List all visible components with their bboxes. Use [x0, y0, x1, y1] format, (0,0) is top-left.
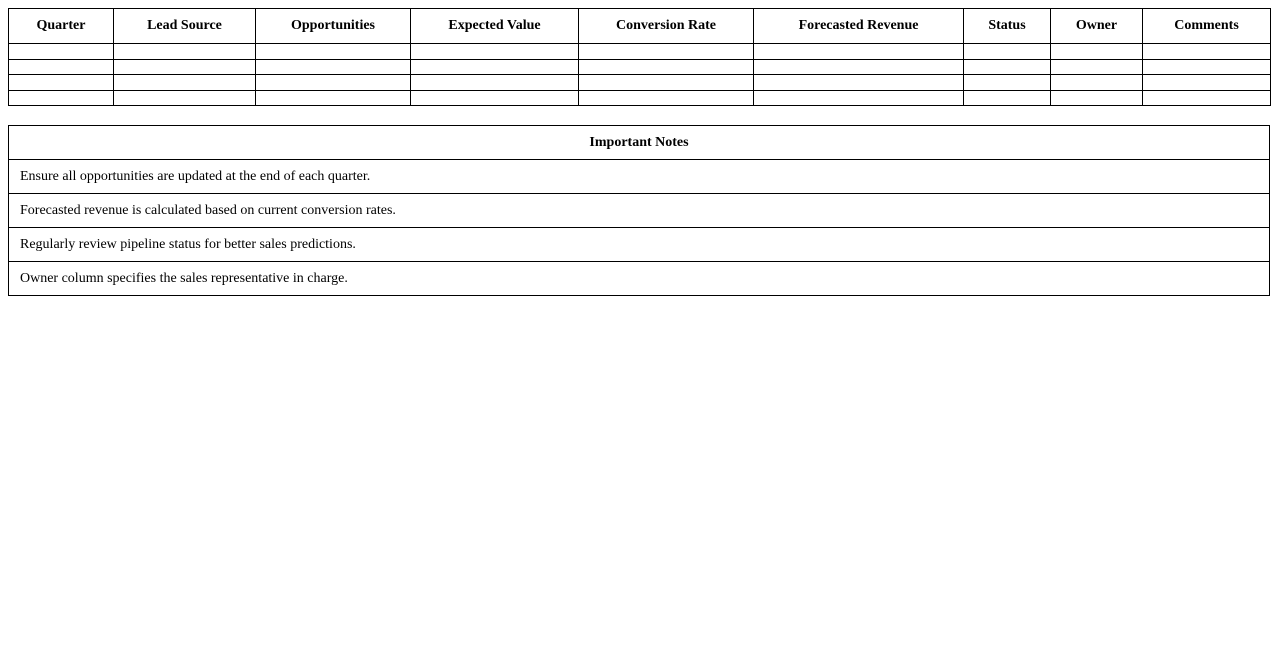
- column-header-comments: Comments: [1143, 9, 1271, 44]
- column-header-owner: Owner: [1051, 9, 1143, 44]
- column-header-quarter: Quarter: [9, 9, 114, 44]
- pipeline-cell: [964, 90, 1051, 106]
- pipeline-cell: [1051, 44, 1143, 60]
- note-item: Owner column specifies the sales representative in charge.: [9, 262, 1270, 296]
- pipeline-cell: [579, 90, 754, 106]
- pipeline-cell: [754, 90, 964, 106]
- pipeline-cell: [114, 75, 256, 91]
- pipeline-cell: [411, 90, 579, 106]
- pipeline-row: [9, 44, 1271, 60]
- pipeline-cell: [754, 59, 964, 75]
- pipeline-cell: [754, 44, 964, 60]
- pipeline-cell: [114, 90, 256, 106]
- note-row: [9, 194, 1270, 228]
- important-notes-table: [8, 125, 1270, 296]
- pipeline-cell: [1143, 75, 1271, 91]
- column-header-conversion-rate: Conversion Rate: [579, 9, 754, 44]
- pipeline-cell: [1143, 44, 1271, 60]
- pipeline-cell: [1051, 75, 1143, 91]
- pipeline-cell: [1051, 59, 1143, 75]
- pipeline-cell: [256, 44, 411, 60]
- sales-pipeline-table: [8, 8, 1271, 106]
- pipeline-cell: [256, 59, 411, 75]
- pipeline-row: [9, 75, 1271, 91]
- pipeline-cell: [9, 90, 114, 106]
- pipeline-cell: [1051, 90, 1143, 106]
- pipeline-cell: [9, 44, 114, 60]
- pipeline-cell: [579, 59, 754, 75]
- pipeline-cell: [964, 44, 1051, 60]
- column-header-opportunities: Opportunities: [256, 9, 411, 44]
- pipeline-cell: [411, 44, 579, 60]
- pipeline-header-row: [9, 9, 1271, 44]
- pipeline-body: [9, 44, 1271, 106]
- pipeline-cell: [411, 59, 579, 75]
- pipeline-cell: [1143, 59, 1271, 75]
- column-header-expected-value: Expected Value: [411, 9, 579, 44]
- pipeline-cell: [411, 75, 579, 91]
- pipeline-cell: [256, 90, 411, 106]
- pipeline-cell: [256, 75, 411, 91]
- pipeline-cell: [754, 75, 964, 91]
- pipeline-cell: [964, 59, 1051, 75]
- note-item: Regularly review pipeline status for better sales predictions.: [9, 228, 1270, 262]
- note-row: [9, 262, 1270, 296]
- column-header-lead-source: Lead Source: [114, 9, 256, 44]
- pipeline-row: [9, 59, 1271, 75]
- pipeline-row: [9, 90, 1271, 106]
- pipeline-cell: [9, 75, 114, 91]
- notes-title: Important Notes: [9, 126, 1270, 160]
- pipeline-cell: [114, 44, 256, 60]
- pipeline-cell: [579, 75, 754, 91]
- pipeline-cell: [579, 44, 754, 60]
- note-row: [9, 228, 1270, 262]
- pipeline-cell: [1143, 90, 1271, 106]
- note-row: [9, 160, 1270, 194]
- note-item: Ensure all opportunities are updated at the end of each quarter.: [9, 160, 1270, 194]
- note-item: Forecasted revenue is calculated based on current conversion rates.: [9, 194, 1270, 228]
- pipeline-cell: [964, 75, 1051, 91]
- pipeline-cell: [114, 59, 256, 75]
- column-header-status: Status: [964, 9, 1051, 44]
- pipeline-cell: [9, 59, 114, 75]
- notes-header-row: [9, 126, 1270, 160]
- column-header-forecasted-revenue: Forecasted Revenue: [754, 9, 964, 44]
